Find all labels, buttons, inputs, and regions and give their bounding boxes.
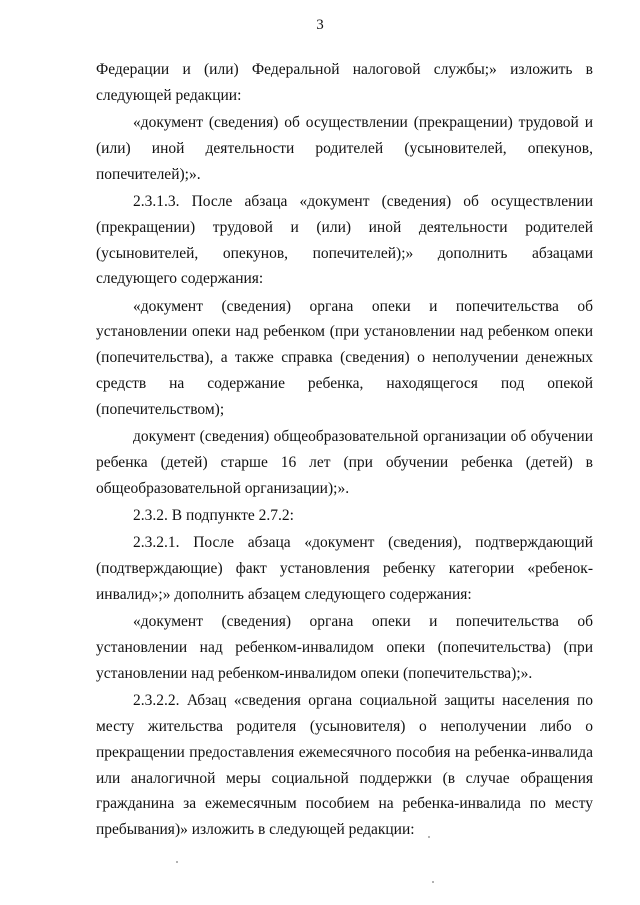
paragraph-quoted-school: документ (сведения) общеобразовательной организации об обучении ребенка (детей) старше 16 лет (при обучении ребенка (детей) в общеобразовательной организации);». (96, 428, 593, 497)
document-body (96, 57, 593, 844)
paragraph-2-3-1-3: 2.3.1.3. После абзаца «документ (сведения) об осуществлении (прекращении) трудовой и (или) иной деятельности родителей (усыновителей, опекунов, попечителей);» дополнить абзацами следующего содержания: (96, 192, 593, 288)
paragraph-quoted-guardianship: «документ (сведения) органа опеки и попечительства об установлении опеки над ребенком (при установлении над ребенком опеки (попечительства), а также справка (сведения) о неполучении денежных средств на содержание ребенка, находящегося под опекой (попечительством); (96, 297, 593, 418)
paragraph-2-3-2-2: 2.3.2.2. Абзац «сведения органа социальной защиты населения по месту жительства родителя (усыновителя) о неполучении либо о прекращении предоставления ежемесячного пособия на ребенка-инвалида или аналогичной меры социальной поддержки (в случае обращения гражданина за ежемесячным пособием на ребенка-инвалида по месту пребывания)» изложить в следующей редакции: (96, 692, 593, 839)
scan-speck (432, 881, 434, 883)
paragraph-2-3-2-1: 2.3.2.1. После абзаца «документ (сведения), подтверждающий (подтверждающие) факт установления ребенку категории «ребенок-инвалид»;» дополнить абзацем следующего содержания: (96, 534, 593, 603)
paragraph-continuation: Федерации и (или) Федеральной налоговой службы;» изложить в следующей редакции: (96, 61, 593, 104)
scan-speck (176, 861, 178, 863)
page-number: 3 (316, 17, 324, 33)
paragraph-2-3-2: 2.3.2. В подпункте 2.7.2: (133, 507, 294, 525)
paragraph-quoted-disabled-guardianship: «документ (сведения) органа опеки и попечительства об установлении над ребенком-инвалидом опеки (попечительства) (при установлении над ребенком-инвалидом опеки (попечительства);». (96, 613, 593, 682)
paragraph-quoted-document-labor: «документ (сведения) об осуществлении (прекращении) трудовой и (или) иной деятельности родителей (усыновителей, опекунов, попечителей);». (96, 114, 593, 183)
scan-speck (428, 836, 430, 838)
